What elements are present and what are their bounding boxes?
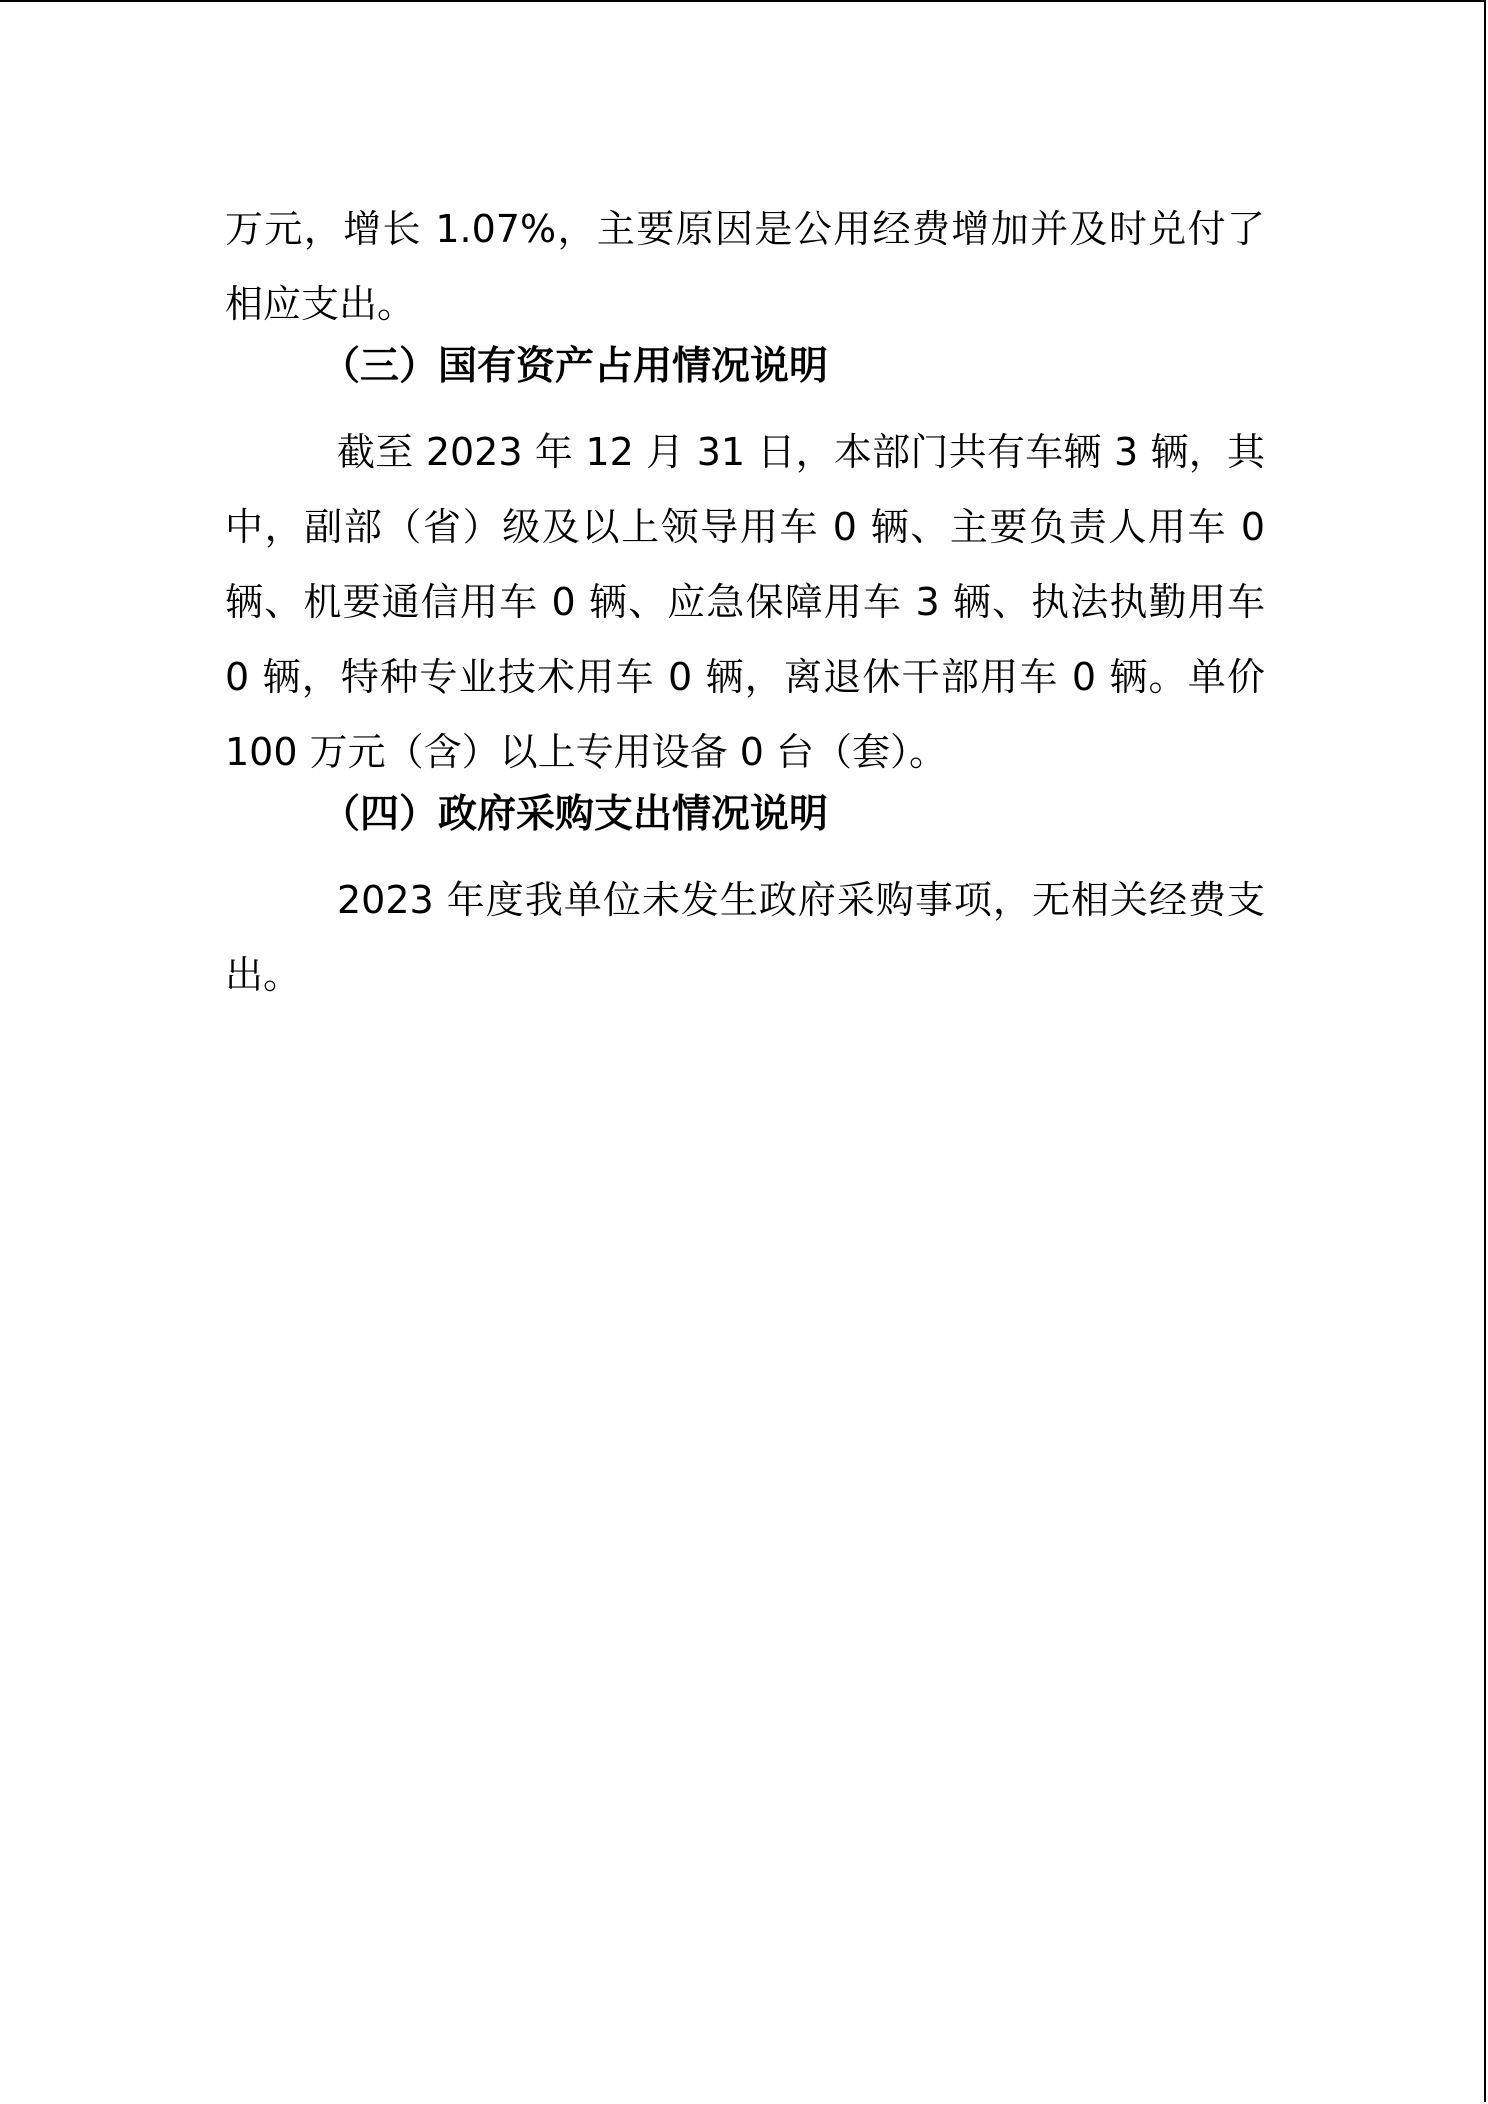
heading-state-assets: （三）国有资产占用情况说明 bbox=[321, 343, 829, 389]
paragraph-vehicles: 截至 2023 年 12 月 31 日，本部门共有车辆 3 辆，其中，副部（省）级及以上领导用车 0 辆、主要负责人用车 0 辆、机要通信用车 0 辆、应急保障用车 3 辆、执法执勤用车 0 辆，特种专业技术用车 0 辆，离退休干部用车 0 辆。单价 100 万元（含）以上专用设备 0 台（套）。 bbox=[225, 430, 1265, 774]
paragraph-procurement: 2023 年度我单位未发生政府采购事项，无相关经费支出。 bbox=[225, 878, 1265, 997]
heading-government-procurement: （四）政府采购支出情况说明 bbox=[321, 791, 829, 837]
paragraph-public-expenses: 万元，增长 1.07%，主要原因是公用经费增加并及时兑付了相应支出。 bbox=[225, 207, 1265, 326]
document-body bbox=[225, 192, 1265, 1013]
